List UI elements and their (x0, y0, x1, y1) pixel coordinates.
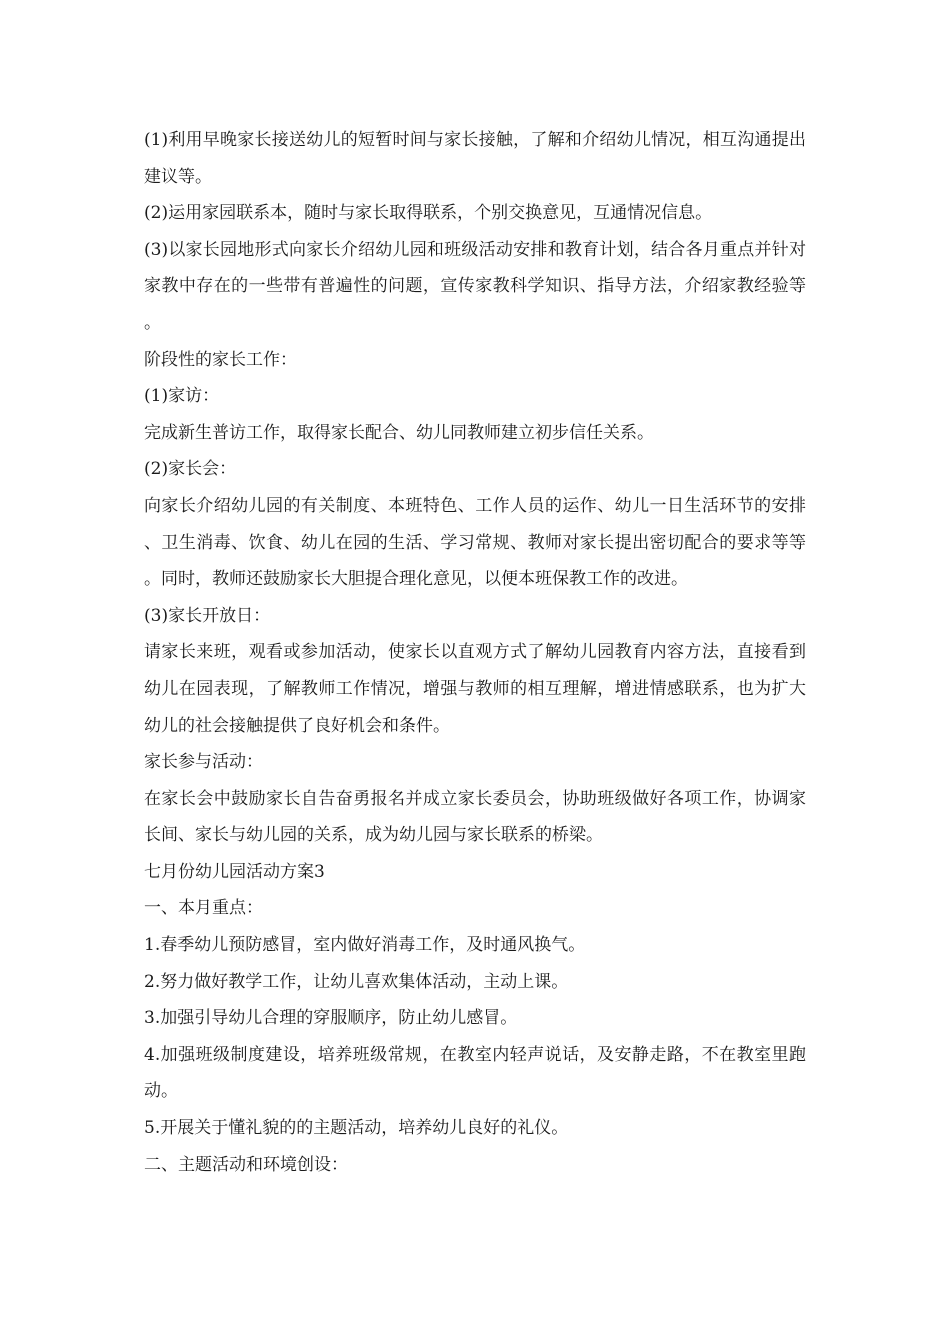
subheading-home-visit: (1)家访： (144, 386, 220, 407)
paragraph-open-day: 请家长来班，观看或参加活动，使家长以直观方式了解幼儿园教育内容方法，直接看到幼儿在园表现，了解教师工作情况，增强与教师的相互理解，增进情感联系，也为扩大幼儿的社会接触提供了良好机会和条件。 (144, 642, 806, 736)
document-page (144, 122, 806, 1183)
paragraph-contact-2: (2)运用家园联系本，随时与家长取得联系，个别交换意见，互通情况信息。 (144, 203, 713, 224)
list-item-focus-5: 5.开展关于懂礼貌的的主题活动，培养幼儿良好的礼仪。 (144, 1118, 569, 1139)
list-item-focus-1: 1.春季幼儿预防感冒，室内做好消毒工作，及时通风换气。 (144, 935, 586, 956)
paragraph-parent-meeting: 向家长介绍幼儿园的有关制度、本班特色、工作人员的运作、幼儿一日生活环节的安排、卫生消毒、饮食、幼儿在园的生活、学习常规、教师对家长提出密切配合的要求等等。同时，教师还鼓励家长大胆提合理化意见，以便本班保教工作的改进。 (144, 495, 806, 590)
heading-parent-participation: 家长参与活动： (144, 752, 263, 773)
subheading-open-day: (3)家长开放日： (144, 605, 271, 626)
list-item-focus-4: 4.加强班级制度建设，培养班级常规，在教室内轻声说话，及安静走路，不在教室里跑动。 (144, 1044, 806, 1102)
list-item-focus-2: 2.努力做好教学工作，让幼儿喜欢集体活动，主动上课。 (144, 971, 569, 992)
section-title-plan-3: 七月份幼儿园活动方案3 (144, 861, 325, 882)
list-item-focus-3: 3.加强引导幼儿合理的穿服顺序，防止幼儿感冒。 (144, 1008, 518, 1029)
subheading-parent-meeting: (2)家长会： (144, 459, 237, 480)
heading-monthly-focus: 一、本月重点： (144, 898, 263, 919)
heading-theme-activities: 二、主题活动和环境创设： (144, 1154, 348, 1175)
heading-stage-work: 阶段性的家长工作： (144, 349, 297, 370)
paragraph-contact-1: (1)利用早晚家长接送幼儿的短暂时间与家长接触，了解和介绍幼儿情况，相互沟通提出建议等。 (144, 130, 806, 187)
paragraph-contact-3: (3)以家长园地形式向家长介绍幼儿园和班级活动安排和教育计划，结合各月重点并针对家教中存在的一些带有普遍性的问题，宣传家教科学知识、指导方法，介绍家教经验等。 (144, 239, 806, 333)
paragraph-parent-participation: 在家长会中鼓励家长自告奋勇报名并成立家长委员会，协助班级做好各项工作，协调家长间、家长与幼儿园的关系，成为幼儿园与家长联系的桥梁。 (144, 788, 806, 846)
paragraph-home-visit: 完成新生普访工作，取得家长配合、幼儿同教师建立初步信任关系。 (144, 422, 654, 443)
